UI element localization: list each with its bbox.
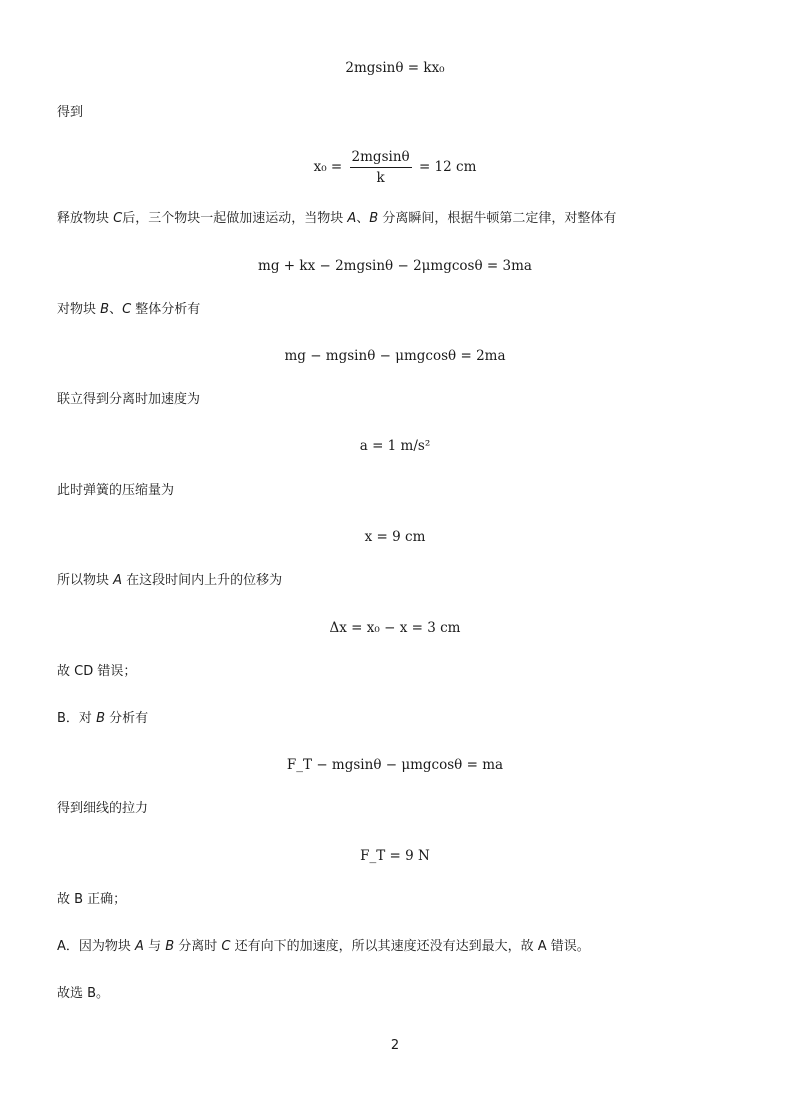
math-var: A xyxy=(347,211,357,226)
equation-rhs: = 12 cm xyxy=(418,159,477,175)
text-run: 所以物块 xyxy=(57,573,114,588)
math-var: C xyxy=(122,302,132,317)
text-run: 还有向下的加速度，所以其速度还没有达到最大，故 A 错误。 xyxy=(230,939,590,954)
text-run: A．因为物块 xyxy=(57,939,136,954)
paragraph-release xyxy=(57,210,616,228)
math-var: B xyxy=(96,711,105,726)
equation-whole xyxy=(0,256,790,276)
math-var: B xyxy=(165,939,175,954)
equation-x xyxy=(0,527,790,547)
paragraph-bc xyxy=(57,301,200,319)
equation-text: mg + kx − 2mgsinθ − 2μmgcosθ = 3ma xyxy=(258,258,532,274)
page-number: 2 xyxy=(390,1038,400,1053)
paragraph-combine xyxy=(57,391,200,409)
paragraph-a-wrong xyxy=(57,938,590,956)
math-var: B xyxy=(100,302,110,317)
equation-text: F_T − mgsinθ − μmgcosθ = ma xyxy=(286,757,504,773)
math-var: C xyxy=(221,939,231,954)
text-run: 分离时 xyxy=(174,939,222,954)
paragraph-text: 得到细线的拉力 xyxy=(57,801,149,816)
paragraph-answer xyxy=(57,985,109,1003)
equation-text: 2mgsinθ = kx₀ xyxy=(345,60,445,76)
math-var: C xyxy=(113,211,123,226)
equation-bc xyxy=(0,346,790,366)
paragraph-text: 故 CD 错误； xyxy=(57,664,137,679)
text-run: 后，三个物块一起做加速运动，当物块 xyxy=(122,211,348,226)
text-run: 整体分析有 xyxy=(131,302,201,317)
equation-spring-balance xyxy=(0,58,790,78)
paragraph-text: 联立得到分离时加速度为 xyxy=(57,392,201,407)
text-run: 、 xyxy=(356,211,370,226)
equation-delta-x xyxy=(0,618,790,638)
equation-text: a = 1 m/s² xyxy=(359,438,431,454)
text-run: 分析有 xyxy=(104,711,149,726)
text-run: 分离瞬间，根据牛顿第二定律，对整体有 xyxy=(378,211,617,226)
paragraph-text: 得到 xyxy=(57,105,84,120)
equation-text: F_T = 9 N xyxy=(360,848,430,864)
text-run: 、 xyxy=(109,302,123,317)
math-var: A xyxy=(135,939,144,954)
text-run: 释放物块 xyxy=(57,211,114,226)
equation-b xyxy=(0,755,790,775)
paragraph-text: 故选 B。 xyxy=(57,986,110,1001)
math-var: B xyxy=(369,211,379,226)
text-run: 对物块 xyxy=(57,302,101,317)
paragraph-compression xyxy=(57,482,174,500)
paragraph-text: 此时弹簧的压缩量为 xyxy=(57,483,175,498)
text-run: B．对 xyxy=(57,711,97,726)
fraction-numerator: 2mgsinθ xyxy=(350,148,412,168)
equation-text: mg − mgsinθ − μmgcosθ = 2ma xyxy=(284,348,506,364)
equation-x0 xyxy=(0,148,790,187)
paragraph-tension xyxy=(57,800,148,818)
equation-tension xyxy=(0,846,790,866)
equation-acceleration xyxy=(0,436,790,456)
fraction-denominator: k xyxy=(376,170,385,186)
paragraph-b-correct xyxy=(57,891,126,909)
paragraph-result xyxy=(57,104,83,122)
paragraph-b-analysis xyxy=(57,710,148,728)
text-run: 在这段时间内上升的位移为 xyxy=(122,573,283,588)
fraction xyxy=(350,148,412,187)
math-var: A xyxy=(113,573,123,588)
text-run: 与 xyxy=(143,939,166,954)
paragraph-cd-wrong xyxy=(57,663,136,681)
paragraph-text: 故 B 正确； xyxy=(57,892,127,907)
paragraph-displacement xyxy=(57,572,282,590)
equation-lhs: x₀ = xyxy=(313,159,343,175)
equation-text: x = 9 cm xyxy=(364,529,426,545)
equation-text: Δx = x₀ − x = 3 cm xyxy=(329,620,461,636)
